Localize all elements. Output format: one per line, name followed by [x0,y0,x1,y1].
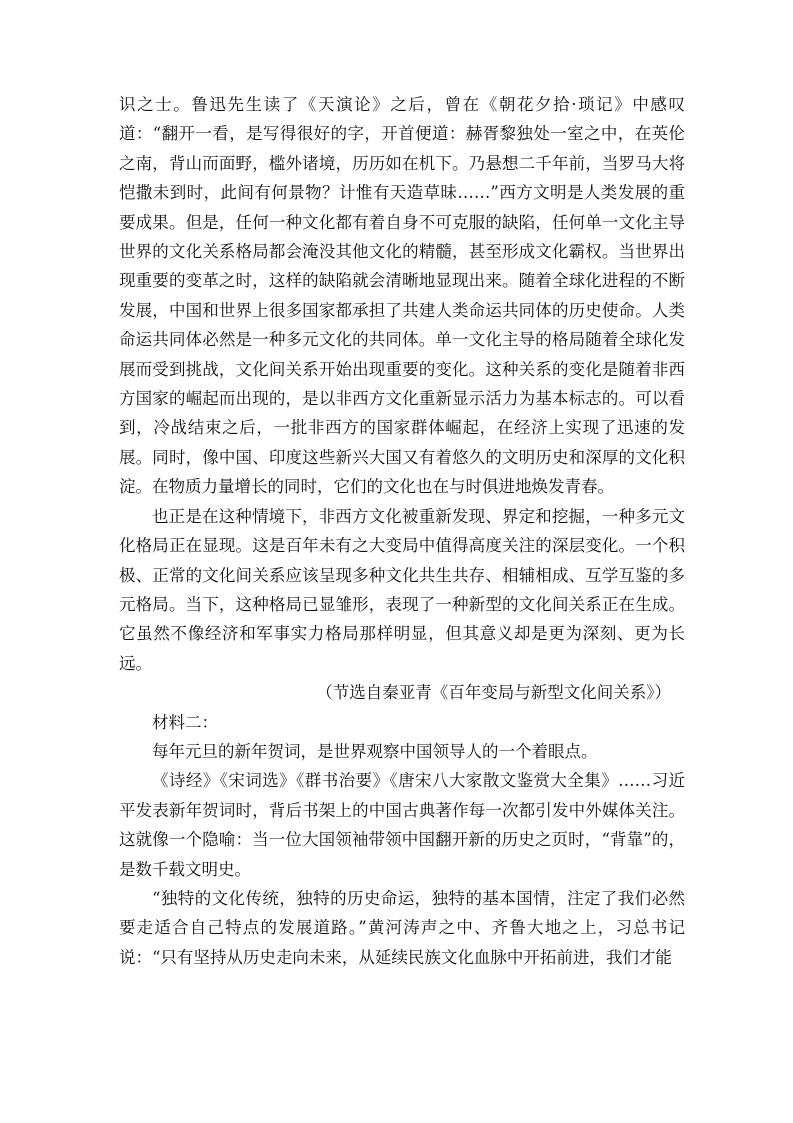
paragraph-bookshelf: 《诗经》《宋词选》《群书治要》《唐宋八大家散文鉴赏大全集》……习近平发表新年贺词时，背后书架上的中国古典著作每一次都引发中外媒体关注。这就像一个隐喻：当一位大国领袖带领中国翻开新的历史之页时，“背靠”的，是数千载文明史。 [119,771,685,879]
paragraph-new-year-address: 每年元旦的新年贺词，是世界观察中国领导人的一个着眼点。 [152,741,598,761]
source-citation: （节选自秦亚青《百年变局与新型文化间关系》） [316,683,671,703]
paragraph-development-path: “独特的文化传统，独特的历史命运，独特的基本国情，注定了我们必然要走适合自己特点的发展道路。”黄河涛声之中、齐鲁大地之上，习总书记说：“只有坚持从历史走向未来，从延续民族文化血脉中开拓前进，我们才能 [119,888,685,967]
paragraph-multicultural-pattern: 也正是在这种情境下，非西方文化被重新发现、界定和挖掘，一种多元文化格局正在显现。这是百年未有之大变局中值得高度关注的深层变化。一个积极、正常的文化间关系应该呈现多种文化共生共存、相辅相成、互学互鉴的多元格局。当下，这种格局已显雏形，表现了一种新型的文化间关系正在生成。它虽然不像经济和军事实力格局那样明显，但其意义却是更为深刻、更为长远。 [119,506,685,673]
material-two-heading: 材料二： [152,712,218,732]
article-body [119,90,685,972]
paragraph-continuation: 识之士。鲁迅先生读了《天演论》之后，曾在《朝花夕拾·琐记》中感叹道：“翻开一看，是写得很好的字，开首便道：赫胥黎独处一室之中，在英伦之南，背山而面野，槛外诸境，历历如在机下。乃悬想二千年前，当罗马大将恺撒未到时，此间有何景物？计惟有天造草昧……”西方文明是人类发展的重要成果。但是，任何一种文化都有着自身不可克服的缺陷，任何单一文化主导世界的文化关系格局都会淹没其他文化的精髓，甚至形成文化霸权。当世界出现重要的变革之时，这样的缺陷就会清晰地显现出来。随着全球化进程的不断发展，中国和世界上很多国家都承担了共建人类命运共同体的历史使命。人类命运共同体必然是一种多元文化的共同体。单一文化主导的格局随着全球化发展而受到挑战，文化间关系开始出现重要的变化。这种关系的变化是随着非西方国家的崛起而出现的，是以非西方文化重新显示活力为基本标志的。可以看到，冷战结束之后，一批非西方的国家群体崛起，在经济上实现了迅速的发展。同时，像中国、印度这些新兴大国又有着悠久的文明历史和深厚的文化积淀。在物质力量增长的同时，它们的文化也在与时俱进地焕发青春。 [119,95,685,497]
